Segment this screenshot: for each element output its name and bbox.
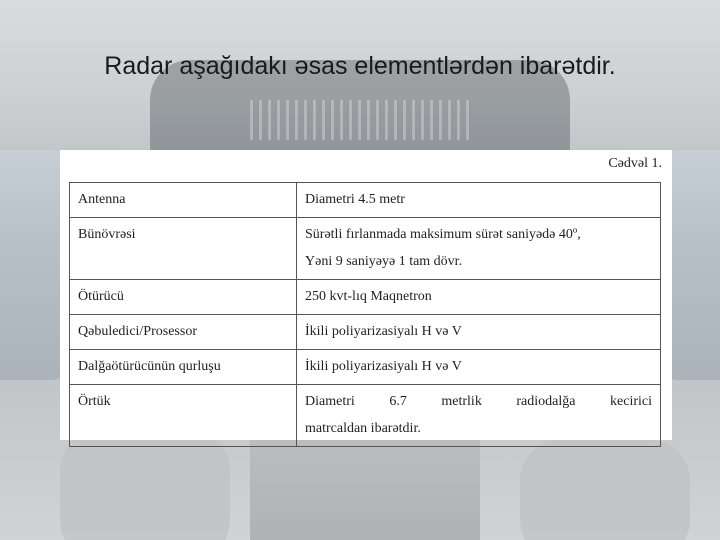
table-caption: Cədvəl 1.: [608, 156, 662, 171]
table-row: [70, 385, 661, 447]
description-cell: [297, 218, 661, 280]
description-cell: [297, 315, 661, 350]
description-line: Diametri 4.5 metr: [305, 192, 405, 207]
component-cell: Örtük: [70, 385, 297, 447]
description-cell: [297, 385, 661, 447]
description-cell: [297, 350, 661, 385]
description-cell: [297, 280, 661, 315]
description-line: İkili poliyarizasiyalı H və V: [305, 324, 462, 339]
description-line: matrcaldan ibarətdir.: [305, 421, 421, 436]
components-table: [69, 182, 661, 447]
component-cell: Bünövrəsi: [70, 218, 297, 280]
description-line: 250 kvt-lıq Maqnetron: [305, 289, 432, 304]
component-cell: Ötürücü: [70, 280, 297, 315]
description-line: Sürətli fırlanmada maksimum sürət saniyədə 40º,: [305, 227, 581, 242]
table-row: [70, 183, 661, 218]
component-cell: Dalğaötürücünün qurluşu: [70, 350, 297, 385]
description-line: Yəni 9 saniyəyə 1 tam dövr.: [305, 254, 463, 269]
slide-title: Radar aşağıdakı əsas elementlərdən ibarətdir.: [104, 52, 616, 80]
description-cell: [297, 183, 661, 218]
table-row: [70, 218, 661, 280]
component-cell: Antenna: [70, 183, 297, 218]
table-row: [70, 280, 661, 315]
table-row: [70, 350, 661, 385]
table-row: [70, 315, 661, 350]
component-cell: Qəbuledici/Prosessor: [70, 315, 297, 350]
document-image: [60, 150, 672, 440]
description-line: İkili poliyarizasiyalı H və V: [305, 359, 462, 374]
description-line: Diametri 6.7 metrlik radiodalğa kecirici: [305, 394, 652, 409]
